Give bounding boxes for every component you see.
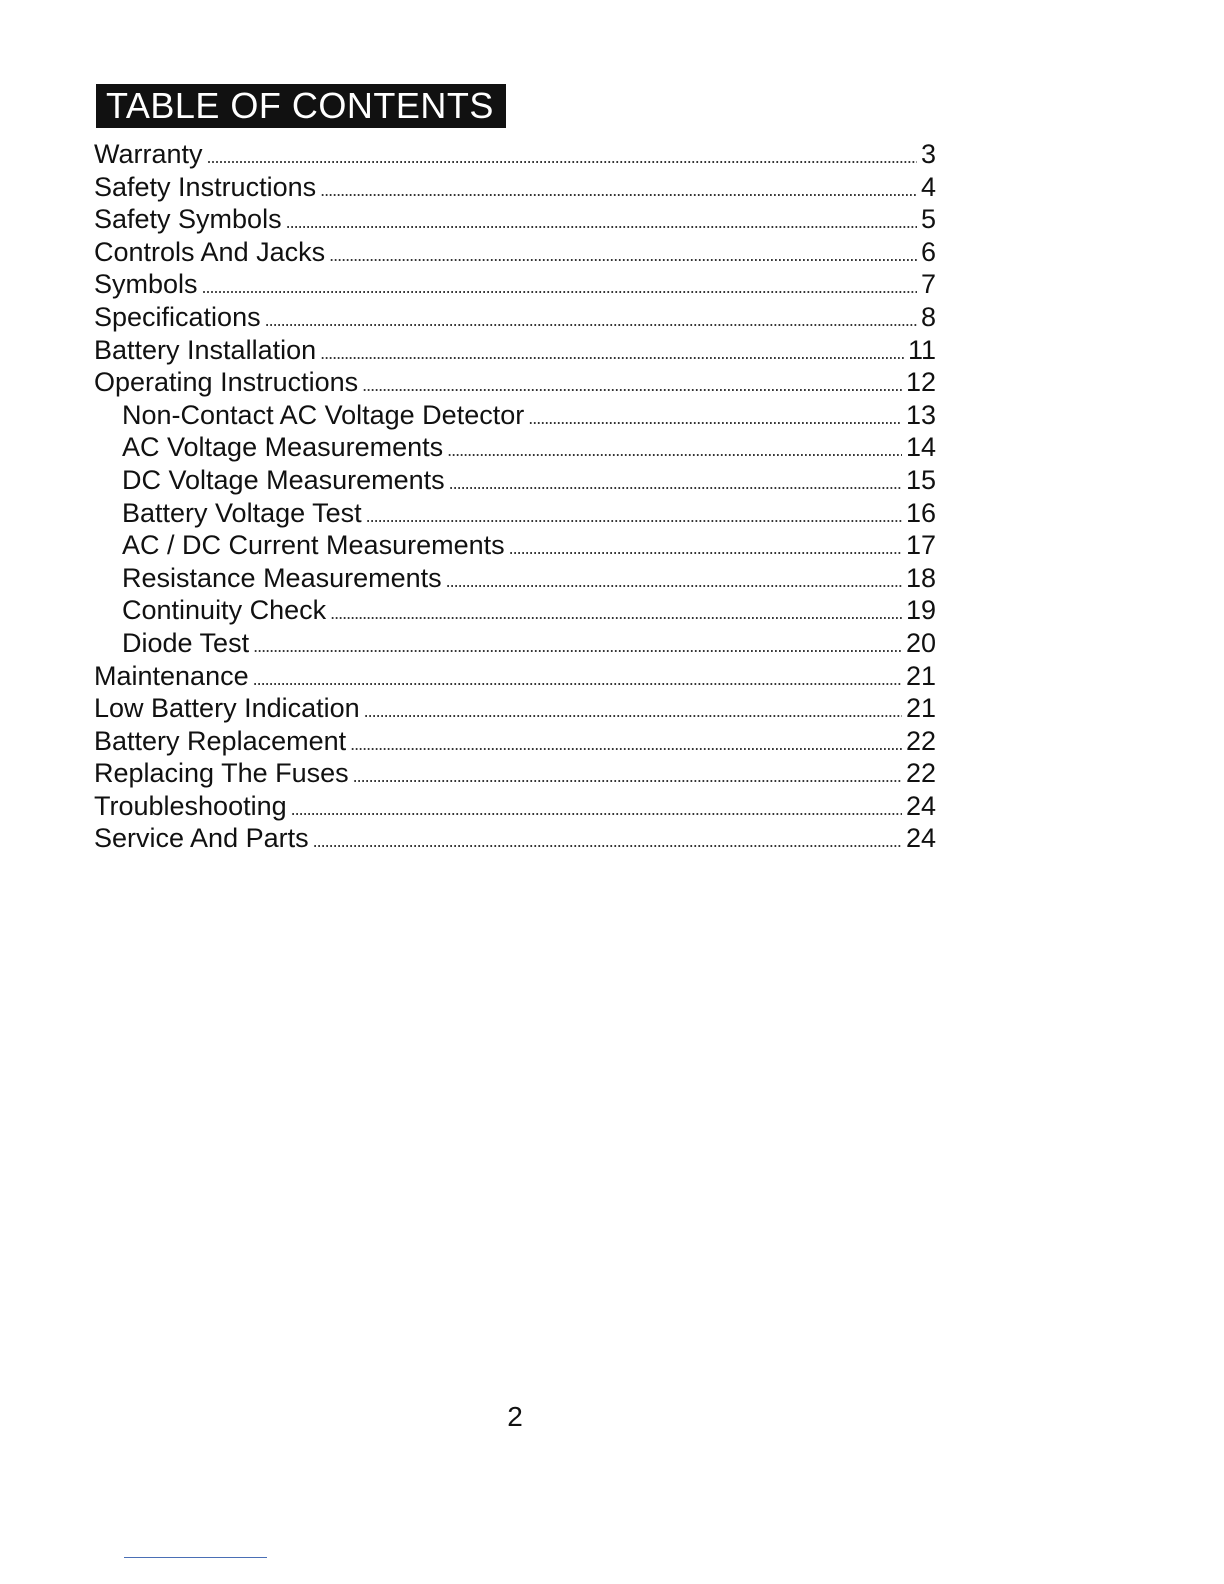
toc-entry-title: Battery Installation [94,334,317,365]
toc-entry-page: 21 [905,660,936,691]
toc-dot-leader [291,793,902,823]
toc-entry[interactable] [94,497,936,530]
toc-entry-page: 24 [905,790,936,821]
toc-entry[interactable] [94,464,936,497]
toc-dot-leader [320,174,917,204]
toc-dot-leader [286,206,917,236]
toc-entry-page: 16 [905,497,936,528]
toc-entry-page: 24 [905,823,936,854]
toc-entry-page: 22 [905,725,936,756]
toc-entry-title: Battery Replacement [94,725,347,756]
toc-entry-page: 18 [905,562,936,593]
toc-entry-title: Controls And Jacks [94,236,326,267]
toc-entry[interactable] [94,334,936,367]
toc-entry[interactable] [94,399,936,432]
toc-entry-title: Service And Parts [94,823,309,854]
toc-dot-leader [202,271,917,301]
toc-entry-title: Diode Test [122,627,250,658]
toc-entry-page: 14 [905,432,936,463]
toc-entry-title: Safety Symbols [94,204,282,235]
toc-entry[interactable] [94,203,936,236]
toc-dot-leader [528,402,902,432]
toc-entry[interactable] [94,692,936,725]
toc-entry-page: 5 [920,204,936,235]
toc-dot-leader [449,467,902,497]
toc-entry-title: Non-Contact AC Voltage Detector [122,399,525,430]
toc-entry[interactable] [94,301,936,334]
toc-entry[interactable] [94,138,936,171]
toc-entry[interactable] [94,562,936,595]
toc-dot-leader [509,532,902,562]
toc-entry-title: Operating Instructions [94,367,359,398]
toc-entry[interactable] [94,627,936,660]
toc-dot-leader [353,760,902,790]
toc-entry-page: 12 [905,367,936,398]
toc-entry-title: Troubleshooting [94,790,287,821]
toc-dot-leader [207,141,917,171]
toc-entry-title: Specifications [94,301,261,332]
toc-entry-title: Battery Voltage Test [122,497,362,528]
toc-dot-leader [446,565,902,595]
page-number: 2 [507,1401,523,1432]
toc-entry[interactable] [94,529,936,562]
toc-entry[interactable] [94,790,936,823]
toc-dot-leader [364,695,902,725]
toc-entry[interactable] [94,236,936,269]
toc-entry-page: 17 [905,530,936,561]
toc-entry-title: Resistance Measurements [122,562,442,593]
toc-dot-leader [350,728,902,758]
toc-dot-leader [313,825,902,855]
toc-dot-leader [265,304,917,334]
toc-entry-title: Low Battery Indication [94,693,360,724]
toc-entry-page: 13 [905,399,936,430]
toc-dot-leader [320,337,904,367]
toc-entry[interactable] [94,725,936,758]
toc-dot-leader [253,663,902,693]
toc-entry-page: 6 [920,236,936,267]
toc-entry-page: 22 [905,758,936,789]
toc-entry-page: 15 [905,464,936,495]
toc-entry-page: 3 [920,139,936,169]
toc-dot-leader [253,630,902,660]
toc-entry-title: Replacing The Fuses [94,758,349,789]
toc-entry-title: AC Voltage Measurements [122,432,444,463]
toc-entry-page: 8 [920,301,936,332]
toc-heading: TABLE OF CONTENTS [96,84,506,128]
footer-rule [124,1557,267,1558]
toc-list [94,138,936,855]
toc-entry[interactable] [94,431,936,464]
toc-entry-title: AC / DC Current Measurements [122,530,505,561]
toc-entry-page: 4 [920,171,936,202]
toc-dot-leader [330,597,902,627]
toc-entry-title: Safety Instructions [94,171,317,202]
toc-entry-title: Symbols [94,269,198,300]
toc-entry[interactable] [94,366,936,399]
toc-dot-leader [329,239,917,269]
toc-entry-title: Continuity Check [122,595,327,626]
toc-entry-page: 19 [905,595,936,626]
toc-entry-title: Warranty [94,139,203,169]
toc-entry-page: 21 [905,693,936,724]
toc-entry[interactable] [94,822,936,855]
toc-entry-page: 7 [920,269,936,300]
toc-entry[interactable] [94,757,936,790]
toc-entry-page: 11 [907,334,936,365]
toc-entry[interactable] [94,268,936,301]
toc-entry[interactable] [94,660,936,693]
toc-entry[interactable] [94,594,936,627]
toc-dot-leader [447,434,902,464]
toc-dot-leader [362,369,902,399]
toc-entry[interactable] [94,171,936,204]
toc-dot-leader [366,500,902,530]
toc-entry-title: Maintenance [94,660,249,691]
toc-entry-title: DC Voltage Measurements [122,464,445,495]
toc-entry-page: 20 [905,627,936,658]
